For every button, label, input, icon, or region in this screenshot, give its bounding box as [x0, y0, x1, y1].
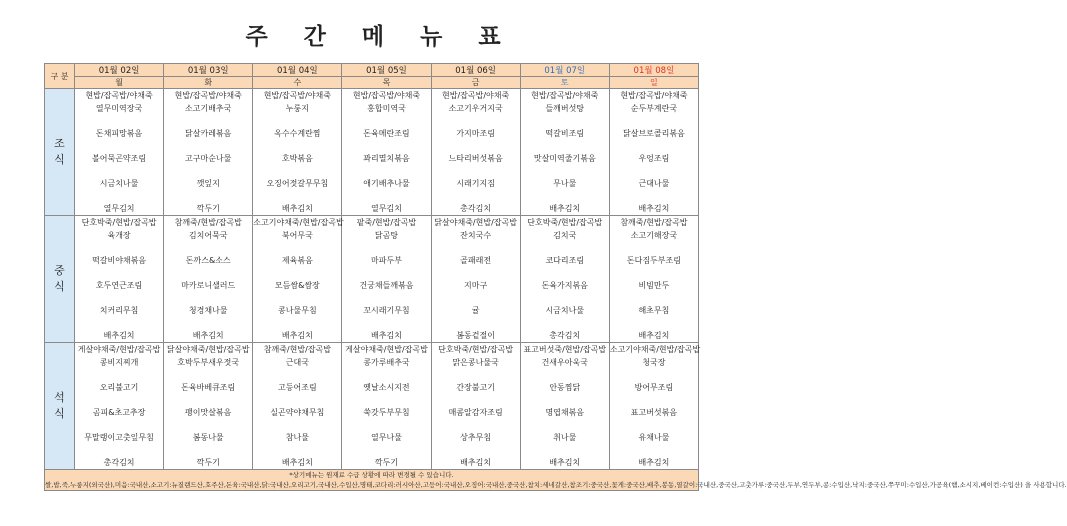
menu-item: 곰피&초고추장: [92, 408, 146, 417]
footer-row: [45, 470, 699, 491]
menu-item: 오리불고기: [99, 383, 139, 392]
menu-item: 닭살브로콜리볶음: [623, 129, 685, 138]
menu-item: 콩가루배추국: [363, 358, 410, 367]
menu-item: 실곤약야채무침: [270, 408, 325, 417]
menu-item: 팥죽/현밥/잡곡밥: [356, 218, 417, 227]
day-sun: 일: [609, 77, 698, 89]
menu-item: 근대국: [285, 358, 309, 367]
menu-item: 닭살카레볶음: [185, 129, 232, 138]
menu-item: 깍두기: [196, 204, 220, 213]
menu-item: 게살야채죽/현밥/잡곡밥: [77, 345, 161, 354]
menu-item: 소고기야채죽/현밥/잡곡밥: [609, 345, 701, 354]
breakfast-label: 조 식: [45, 89, 75, 216]
menu-item: 꼬시래기무침: [363, 306, 410, 315]
lunch-row: [45, 216, 699, 343]
day-thu: 목: [342, 77, 431, 89]
menu-item: 게살야채죽/현밥/잡곡밥: [345, 345, 428, 354]
menu-item: 배추김치: [638, 331, 670, 340]
breakfast-fri-cell: [431, 89, 520, 216]
menu-item: 봄동겉절이: [456, 331, 495, 340]
menu-item: 닭곰탕: [374, 231, 399, 240]
menu-item: 참나물: [285, 433, 309, 442]
menu-item: 지마구: [464, 281, 488, 290]
menu-item: 김치국: [553, 231, 577, 240]
menu-item: 닭살야채죽/현밥/잡곡밥: [166, 345, 250, 354]
page-title: [0, 18, 746, 51]
menu-item: 누룽지: [285, 104, 309, 113]
menu-item: 열무김치: [371, 204, 402, 213]
menu-item: 배추김치: [460, 458, 492, 467]
menu-item: 고등어조림: [278, 383, 317, 392]
dinner-fri-cell: [431, 343, 520, 470]
menu-item: 우엉조림: [638, 154, 670, 163]
date-sun: 01월 08일: [609, 64, 698, 77]
menu-item: 모듬쌈&쌈장: [274, 281, 320, 290]
menu-item: 현밥/잡곡밥/야채죽: [174, 91, 242, 100]
menu-item: 배추김치: [638, 204, 670, 213]
menu-item: 돈육바베큐조림: [181, 383, 236, 392]
menu-item: 애기배추나물: [363, 179, 410, 188]
menu-item: 호박두부새우젓국: [177, 358, 240, 367]
menu-item: 호박볶음: [281, 154, 313, 163]
menu-item: 떡갈비야채볶음: [92, 256, 147, 265]
menu-item: 현밥/잡곡밥/야채죽: [620, 91, 688, 100]
menu-item: 청경채나물: [188, 306, 228, 315]
menu-item: 매콤알감자조림: [448, 408, 503, 417]
menu-item: 열무미역장국: [95, 104, 143, 113]
menu-item: 건새우아욱국: [541, 358, 588, 367]
date-thu: 01월 05일: [342, 64, 431, 77]
menu-item: 돈육메란조림: [363, 129, 410, 138]
menu-item: 간장불고기: [456, 383, 495, 392]
menu-item: 제육볶음: [281, 256, 313, 265]
menu-item: 맛살미역줄기볶음: [533, 154, 596, 163]
menu-item: 총각김치: [460, 204, 492, 213]
title-char: 메: [361, 24, 385, 50]
dinner-thu-cell: [342, 343, 431, 470]
menu-item: 총각김치: [549, 331, 581, 340]
day-tue: 화: [164, 77, 253, 89]
origin-notice: 쌀,밥,죽,누룽지(외국산),미음:국내산,소고기:뉴질랜드산,호주산,돈육:국내산,닭:국내산,오리고기,국내산,수입산,명태,코다리:러시아산,고등어:국내산,오징어:국내산,중국산,참치:세네갈산,참조기:중국산,꽃게:중국산,배추,봉동,열갈이:국내산,중국산,고춧가루:중국산,두부,연두부,콩:수입산,낙지:중국산,쭈꾸미:수입산,가공육(햄,소시지,베이컨:수입산) 을 사용합니다.: [45, 481, 1067, 489]
title-char: 표: [478, 24, 501, 50]
lunch-wed-cell: [253, 216, 342, 343]
date-row: [45, 64, 699, 77]
menu-item: 마카로니샐러드: [181, 281, 236, 290]
breakfast-mon-cell: [75, 89, 164, 216]
menu-item: 고구마순나물: [185, 154, 232, 163]
breakfast-tue-cell: [164, 89, 253, 216]
menu-item: 취나물: [553, 433, 577, 442]
menu-item: 팽이맛살볶음: [185, 408, 232, 417]
day-fri: 금: [431, 77, 520, 89]
menu-item: 배추김치: [192, 331, 224, 340]
date-wed: 01월 04일: [253, 64, 342, 77]
breakfast-sat-cell: [520, 89, 609, 216]
menu-item: 비빔만두: [638, 281, 670, 290]
footer-notes: [45, 470, 1067, 491]
menu-item: 꽈리멸치볶음: [363, 154, 410, 163]
menu-item: 배추김치: [371, 331, 402, 340]
title-char: 뉴: [420, 24, 443, 50]
title-char: 간: [303, 24, 326, 50]
menu-item: 호두연근조림: [95, 281, 143, 290]
menu-item: 배추김치: [549, 204, 581, 213]
menu-item: 무나물: [553, 179, 577, 188]
menu-item: 순두부계란국: [630, 104, 678, 113]
menu-item: 현밥/잡곡밥/야채죽: [531, 91, 599, 100]
day-row: [45, 77, 699, 89]
menu-item: 건궁채들깨볶음: [359, 281, 414, 290]
menu-item: 근대나물: [638, 179, 670, 188]
menu-item: 육개장: [107, 231, 131, 240]
corner-label: 구 분: [45, 64, 75, 89]
menu-item: 깍두기: [374, 458, 399, 467]
menu-item: 안동찜닭: [549, 383, 581, 392]
menu-item: 청국장: [642, 358, 666, 367]
menu-item: 참깨죽/현밥/잡곡밥: [620, 218, 688, 227]
lunch-sun-cell: [609, 216, 698, 343]
menu-item: 단호박죽/현밥/잡곡밥: [527, 218, 603, 227]
menu-item: 골패래전: [460, 256, 492, 265]
date-sat: 01월 07일: [520, 64, 609, 77]
menu-item: 옥수수계란찜: [274, 129, 321, 138]
menu-item: 닭살야채죽/현밥/잡곡밥: [434, 218, 517, 227]
menu-item: 코다리조림: [545, 256, 585, 265]
menu-item: 봄동나물: [192, 433, 224, 442]
menu-item: 콩비지찌개: [99, 358, 139, 367]
menu-item: 방어무조림: [634, 383, 674, 392]
breakfast-thu-cell: [342, 89, 431, 216]
menu-item: 시금치나물: [545, 306, 585, 315]
menu-item: 돈까스&소스: [185, 256, 231, 265]
menu-item: 가지마조림: [456, 129, 495, 138]
menu-item: 홍합미역국: [367, 104, 406, 113]
dinner-mon-cell: [75, 343, 164, 470]
lunch-tue-cell: [164, 216, 253, 343]
menu-item: 돈채피망볶음: [95, 129, 143, 138]
menu-item: 옛날소시지전: [363, 383, 410, 392]
menu-item: 표고버섯볶음: [630, 408, 678, 417]
menu-item: 배추김치: [638, 458, 670, 467]
menu-item: 배추김치: [103, 331, 135, 340]
menu-item: 잔치국수: [460, 231, 492, 240]
menu-item: 마파두부: [371, 256, 402, 265]
menu-item: 열무나물: [371, 433, 402, 442]
menu-item: 총각김치: [103, 458, 135, 467]
menu-item: 배추김치: [281, 458, 313, 467]
menu-item: 단호박죽/현밥/잡곡밥: [81, 218, 157, 227]
dinner-tue-cell: [164, 343, 253, 470]
menu-item: 현밥/잡곡밥/야채죽: [442, 91, 510, 100]
menu-item: 떡갈비조림: [545, 129, 585, 138]
menu-item: 시래기지짐: [456, 179, 495, 188]
lunch-sat-cell: [520, 216, 609, 343]
menu-item: 돈다짐두부조림: [626, 256, 681, 265]
menu-item: 시금치나물: [99, 179, 139, 188]
menu-item: 느타리버섯볶음: [448, 154, 503, 163]
breakfast-row: [45, 89, 699, 216]
menu-item: 현밥/잡곡밥/야채죽: [263, 91, 331, 100]
date-mon: 01월 02일: [75, 64, 164, 77]
breakfast-wed-cell: [253, 89, 342, 216]
dinner-sat-cell: [520, 343, 609, 470]
menu-item: 귤: [471, 306, 480, 315]
menu-item: 소고기야채죽/현밥/잡곡밥: [253, 218, 344, 227]
change-notice: *상기메뉴는 원재료 수급 상황에 따라 변경될 수 있습니다.: [289, 471, 454, 479]
menu-item: 열무김치: [103, 204, 135, 213]
menu-item: 소고기해장국: [630, 231, 678, 240]
menu-item: 현밥/잡곡밥/야채죽: [85, 91, 153, 100]
menu-item: 상추무침: [460, 433, 492, 442]
date-tue: 01월 03일: [164, 64, 253, 77]
dinner-row: [45, 343, 699, 470]
weekly-menu-table: [44, 63, 1067, 491]
lunch-label: 중 식: [45, 216, 75, 343]
menu-item: 소고기배추국: [185, 104, 232, 113]
menu-item: 배추김치: [281, 331, 313, 340]
menu-item: 참깨죽/현밥/잡곡밥: [263, 345, 331, 354]
menu-item: 깻잎지: [196, 179, 220, 188]
menu-item: 배추김치: [281, 204, 313, 213]
dinner-sun-cell: [609, 343, 701, 470]
dinner-label: 석 식: [45, 343, 75, 470]
menu-item: 해초무침: [638, 306, 670, 315]
lunch-mon-cell: [75, 216, 164, 343]
menu-item: 맑은콩나물국: [452, 358, 499, 367]
menu-item: 유채나물: [638, 433, 670, 442]
menu-item: 김치어묵국: [188, 231, 228, 240]
day-mon: 월: [75, 77, 164, 89]
title-char: 주: [245, 24, 268, 50]
breakfast-sun-cell: [609, 89, 698, 216]
date-fri: 01월 06일: [431, 64, 520, 77]
menu-item: 소고기우거지국: [448, 104, 503, 113]
menu-item: 쑥갓두부무침: [363, 408, 410, 417]
menu-item: 들깨버섯탕: [545, 104, 585, 113]
lunch-fri-cell: [431, 216, 520, 343]
menu-item: 돈육가지볶음: [541, 281, 588, 290]
menu-item: 명엽채볶음: [545, 408, 585, 417]
menu-item: 현밥/잡곡밥/야채죽: [352, 91, 421, 100]
menu-item: 단호박죽/현밥/잡곡밥: [438, 345, 514, 354]
dinner-wed-cell: [253, 343, 342, 470]
menu-item: 치커리무침: [99, 306, 139, 315]
menu-item: 오징어젓갈무무침: [266, 179, 329, 188]
menu-item: 무말랭이고춧잎무침: [84, 433, 154, 442]
menu-item: 콩나물무침: [278, 306, 317, 315]
menu-item: 깍두기: [196, 458, 220, 467]
menu-item: 배추김치: [549, 458, 581, 467]
lunch-thu-cell: [342, 216, 431, 343]
day-sat: 토: [520, 77, 609, 89]
menu-item: 표고버섯죽/현밥/잡곡밥: [523, 345, 607, 354]
menu-item: 볼어묵곤약조림: [92, 154, 147, 163]
day-wed: 수: [253, 77, 342, 89]
menu-item: 참깨죽/현밥/잡곡밥: [174, 218, 242, 227]
menu-item: 북어무국: [281, 231, 313, 240]
